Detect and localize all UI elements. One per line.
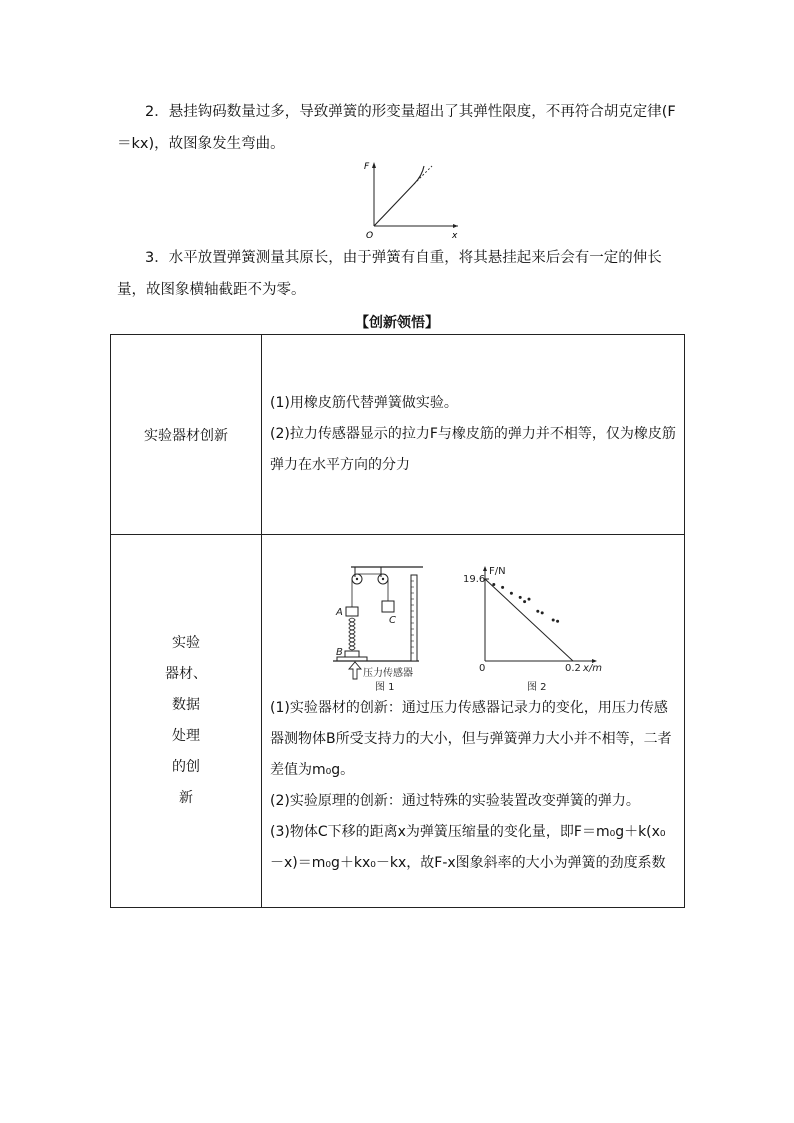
paragraph-3: 3．水平放置弹簧测量其原长，由于弹簧有自重，将其悬挂起来后会有一定的伸长量，故图象横轴截距不为零。 <box>117 250 662 298</box>
row2-label-line: 处理 <box>172 728 200 744</box>
innovation-table <box>110 334 685 908</box>
section-heading: 【创新领悟】 <box>355 315 439 331</box>
apparatus-figure <box>333 565 453 693</box>
data-point <box>501 586 504 589</box>
data-point <box>528 598 531 601</box>
label-c: C <box>389 615 396 626</box>
figure-row <box>270 565 676 693</box>
chart-origin: 0 <box>479 663 486 674</box>
data-point <box>536 610 539 613</box>
graph-origin-label: O <box>366 231 374 241</box>
force-displacement-chart <box>463 565 613 693</box>
paragraph-2: 2．悬挂钩码数量过多，导致弹簧的形变量超出了其弹性限度，不再符合胡克定律(F＝kx)，故图象发生弯曲。 <box>117 104 676 152</box>
chart-plot-area <box>485 579 573 661</box>
row2-item: (3)物体C下移的距离x为弹簧压缩量的变化量，即F＝m₀g＋k(x₀－x)＝m₀g＋kx₀－kx，故F-x图象斜率的大小为弹簧的劲度系数 <box>270 824 666 871</box>
row2-label-line: 数据 <box>172 697 200 713</box>
fig2-caption: 图 2 <box>527 682 547 693</box>
row2-label-line: 器材、 <box>165 666 207 682</box>
graph-y-label: F <box>364 162 370 172</box>
row2-label-line: 新 <box>179 790 193 806</box>
graph-x-label: x <box>452 231 458 241</box>
data-point <box>541 611 544 614</box>
chart-y-tick: 19.6 <box>463 574 486 585</box>
table-row <box>111 535 685 908</box>
row2-label-line: 实验 <box>172 635 200 651</box>
row2-label-line: 的创 <box>172 759 200 775</box>
sensor-label: 压力传感器 <box>363 668 413 679</box>
data-point <box>519 596 522 599</box>
data-point <box>492 583 495 586</box>
row2-item: (1)实验器材的创新：通过压力传感器记录力的变化，用压力传感器测物体B所受支持力的大小，但与弹簧弹力大小并不相等，二者差值为m₀g。 <box>270 700 672 778</box>
data-point <box>523 600 526 603</box>
table-row <box>111 335 685 535</box>
row1-item: (1)用橡皮筋代替弹簧做实验。 <box>270 395 458 411</box>
row2-label <box>111 535 262 908</box>
row2-content <box>262 535 685 908</box>
chart-y-label: F/N <box>489 566 506 577</box>
data-point <box>510 592 513 595</box>
data-point <box>556 620 559 623</box>
fig1-caption: 图 1 <box>375 682 395 693</box>
chart-x-label: x/m <box>583 663 603 674</box>
row1-item: (2)拉力传感器显示的拉力F与橡皮筋的弹力并不相等，仅为橡皮筋弹力在水平方向的分力 <box>270 426 676 473</box>
label-a: A <box>336 607 343 618</box>
chart-x-tick: 0.2 <box>565 663 581 674</box>
row1-label: 实验器材创新 <box>111 335 262 535</box>
row1-content <box>262 335 685 535</box>
row2-item: (2)实验原理的创新：通过特殊的实验装置改变弹簧的弹力。 <box>270 793 640 809</box>
force-extension-graph <box>358 158 468 242</box>
label-b: B <box>336 647 343 658</box>
fit-line <box>485 579 573 661</box>
data-point <box>552 619 555 622</box>
